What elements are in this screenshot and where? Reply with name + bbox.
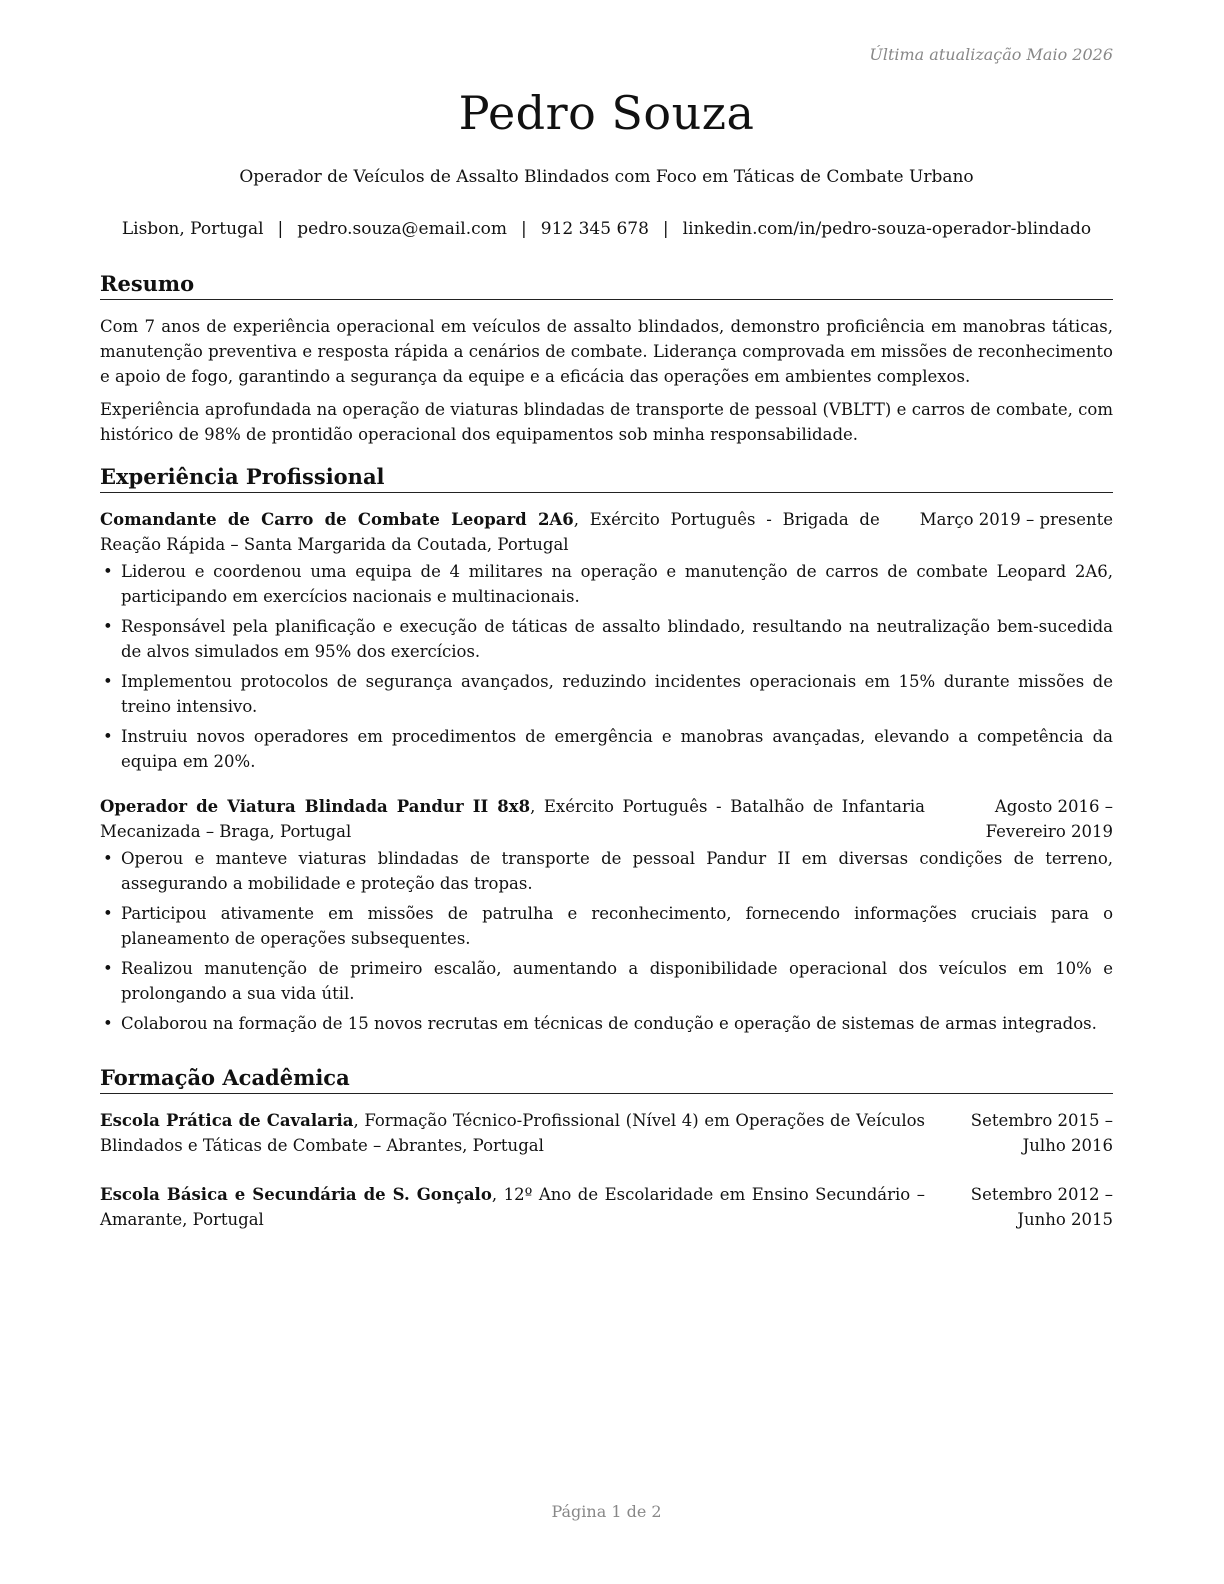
section-title-education: Formação Acadêmica bbox=[100, 1065, 1113, 1094]
education-header bbox=[100, 1108, 1113, 1158]
list-item: • Instruiu novos operadores em procedimentos de emergência e manobras avançadas, elevando a competência da equipa em 20%. bbox=[100, 724, 1113, 774]
bullet-icon: • bbox=[103, 672, 113, 691]
bullet-icon: • bbox=[103, 562, 113, 581]
job-organization: , Exército Português - Brigada de Reação Rápida – Santa Margarida da Coutada, Portugal bbox=[100, 510, 880, 554]
job-title-line bbox=[100, 794, 925, 844]
list-item: • Colaborou na formação de 15 novos recrutas em técnicas de condução e operação de sistemas de armas integrados. bbox=[100, 1011, 1113, 1036]
job-title-line bbox=[100, 507, 880, 557]
job-dates: Março 2019 – presente bbox=[919, 510, 1113, 529]
summary-paragraph: Experiência aprofundada na operação de viaturas blindadas de transporte de pessoal (VBLTT) e carros de combate, com histórico de 98% de prontidão operacional dos equipamentos sob minha responsabilidade. bbox=[100, 400, 1113, 444]
section-title-experience: Experiência Profissional bbox=[100, 464, 1113, 493]
education-section bbox=[100, 1065, 1113, 1232]
bullet-icon: • bbox=[103, 849, 113, 868]
job-header bbox=[100, 507, 1113, 557]
education-entry bbox=[100, 1182, 1113, 1232]
resume-page bbox=[100, 0, 1113, 1584]
summary-paragraph: Com 7 anos de experiência operacional em veículos de assalto blindados, demonstro proficiência em manobras táticas, manutenção preventiva e resposta rápida a cenários de combate. Liderança comprovada em missões de reconhecimento e apoio de fogo, garantindo a segurança da equipe e a eficácia das operações em ambientes complexos. bbox=[100, 317, 1113, 386]
bullet-icon: • bbox=[103, 727, 113, 746]
list-item: • Participou ativamente em missões de patrulha e reconhecimento, fornecendo informações cruciais para o planeamento de operações subsequentes. bbox=[100, 901, 1113, 951]
job-role: Operador de Viatura Blindada Pandur II 8x8 bbox=[100, 797, 531, 816]
candidate-headline: Operador de Veículos de Assalto Blindados com Foco em Táticas de Combate Urbano bbox=[239, 167, 974, 187]
job-header bbox=[100, 794, 1113, 844]
candidate-name: Pedro Souza bbox=[458, 86, 755, 140]
experience-section bbox=[100, 464, 1113, 1041]
bullet-icon: • bbox=[103, 959, 113, 978]
job-bullets bbox=[100, 846, 1113, 1036]
job-bullets bbox=[100, 559, 1113, 774]
education-line bbox=[100, 1108, 925, 1158]
bullet-icon: • bbox=[103, 1014, 113, 1033]
job-dates: Agosto 2016 – Fevereiro 2019 bbox=[985, 797, 1113, 841]
education-line bbox=[100, 1182, 925, 1232]
education-entry bbox=[100, 1108, 1113, 1158]
contact-separator: | bbox=[277, 219, 284, 239]
summary-section bbox=[100, 271, 1113, 447]
education-dates: Setembro 2015 – Julho 2016 bbox=[970, 1111, 1113, 1155]
job-role: Comandante de Carro de Combate Leopard 2A6 bbox=[100, 510, 574, 529]
contact-location: Lisbon, Portugal bbox=[121, 219, 264, 239]
job-entry bbox=[100, 507, 1113, 774]
school-name: Escola Prática de Cavalaria bbox=[100, 1111, 354, 1130]
job-entry bbox=[100, 794, 1113, 1036]
section-title-summary: Resumo bbox=[100, 271, 1113, 300]
list-item: • Implementou protocolos de segurança avançados, reduzindo incidentes operacionais em 15% durante missões de treino intensivo. bbox=[100, 669, 1113, 719]
list-item: • Realizou manutenção de primeiro escalão, aumentando a disponibilidade operacional dos veículos em 10% e prolongando a sua vida útil. bbox=[100, 956, 1113, 1006]
school-name: Escola Básica e Secundária de S. Gonçalo bbox=[100, 1185, 492, 1204]
list-item: • Operou e manteve viaturas blindadas de transporte de pessoal Pandur II em diversas condições de terreno, assegurando a mobilidade e proteção das tropas. bbox=[100, 846, 1113, 896]
list-item: • Liderou e coordenou uma equipa de 4 militares na operação e manutenção de carros de combate Leopard 2A6, participando em exercícios nacionais e multinacionais. bbox=[100, 559, 1113, 609]
bullet-icon: • bbox=[103, 904, 113, 923]
contact-separator: | bbox=[521, 219, 527, 239]
contact-phone[interactable]: 912 345 678 bbox=[540, 219, 649, 239]
last-updated: Última atualização Maio 2026 bbox=[869, 45, 1113, 64]
education-dates: Setembro 2012 – Junho 2015 bbox=[970, 1185, 1113, 1229]
bullet-icon: • bbox=[103, 617, 113, 636]
contact-email[interactable]: pedro.souza@email.com bbox=[297, 219, 508, 239]
contact-separator: | bbox=[662, 219, 669, 239]
list-item: • Responsável pela planificação e execução de táticas de assalto blindado, resultando na neutralização bem-sucedida de alvos simulados em 95% dos exercícios. bbox=[100, 614, 1113, 664]
education-detail: , 12º Ano de Escolaridade em Ensino Secundário – Amarante, Portugal bbox=[100, 1185, 925, 1229]
page-number: Página 1 de 2 bbox=[551, 1502, 662, 1521]
job-organization: , Exército Português - Batalhão de Infantaria Mecanizada – Braga, Portugal bbox=[100, 797, 925, 841]
education-detail: , Formação Técnico-Profissional (Nível 4) em Operações de Veículos Blindados e Táticas de Combate – Abrantes, Portugal bbox=[100, 1111, 925, 1155]
contact-line bbox=[90, 219, 1123, 239]
education-header bbox=[100, 1182, 1113, 1232]
contact-linkedin[interactable]: linkedin.com/in/pedro-souza-operador-blindado bbox=[682, 219, 1092, 239]
